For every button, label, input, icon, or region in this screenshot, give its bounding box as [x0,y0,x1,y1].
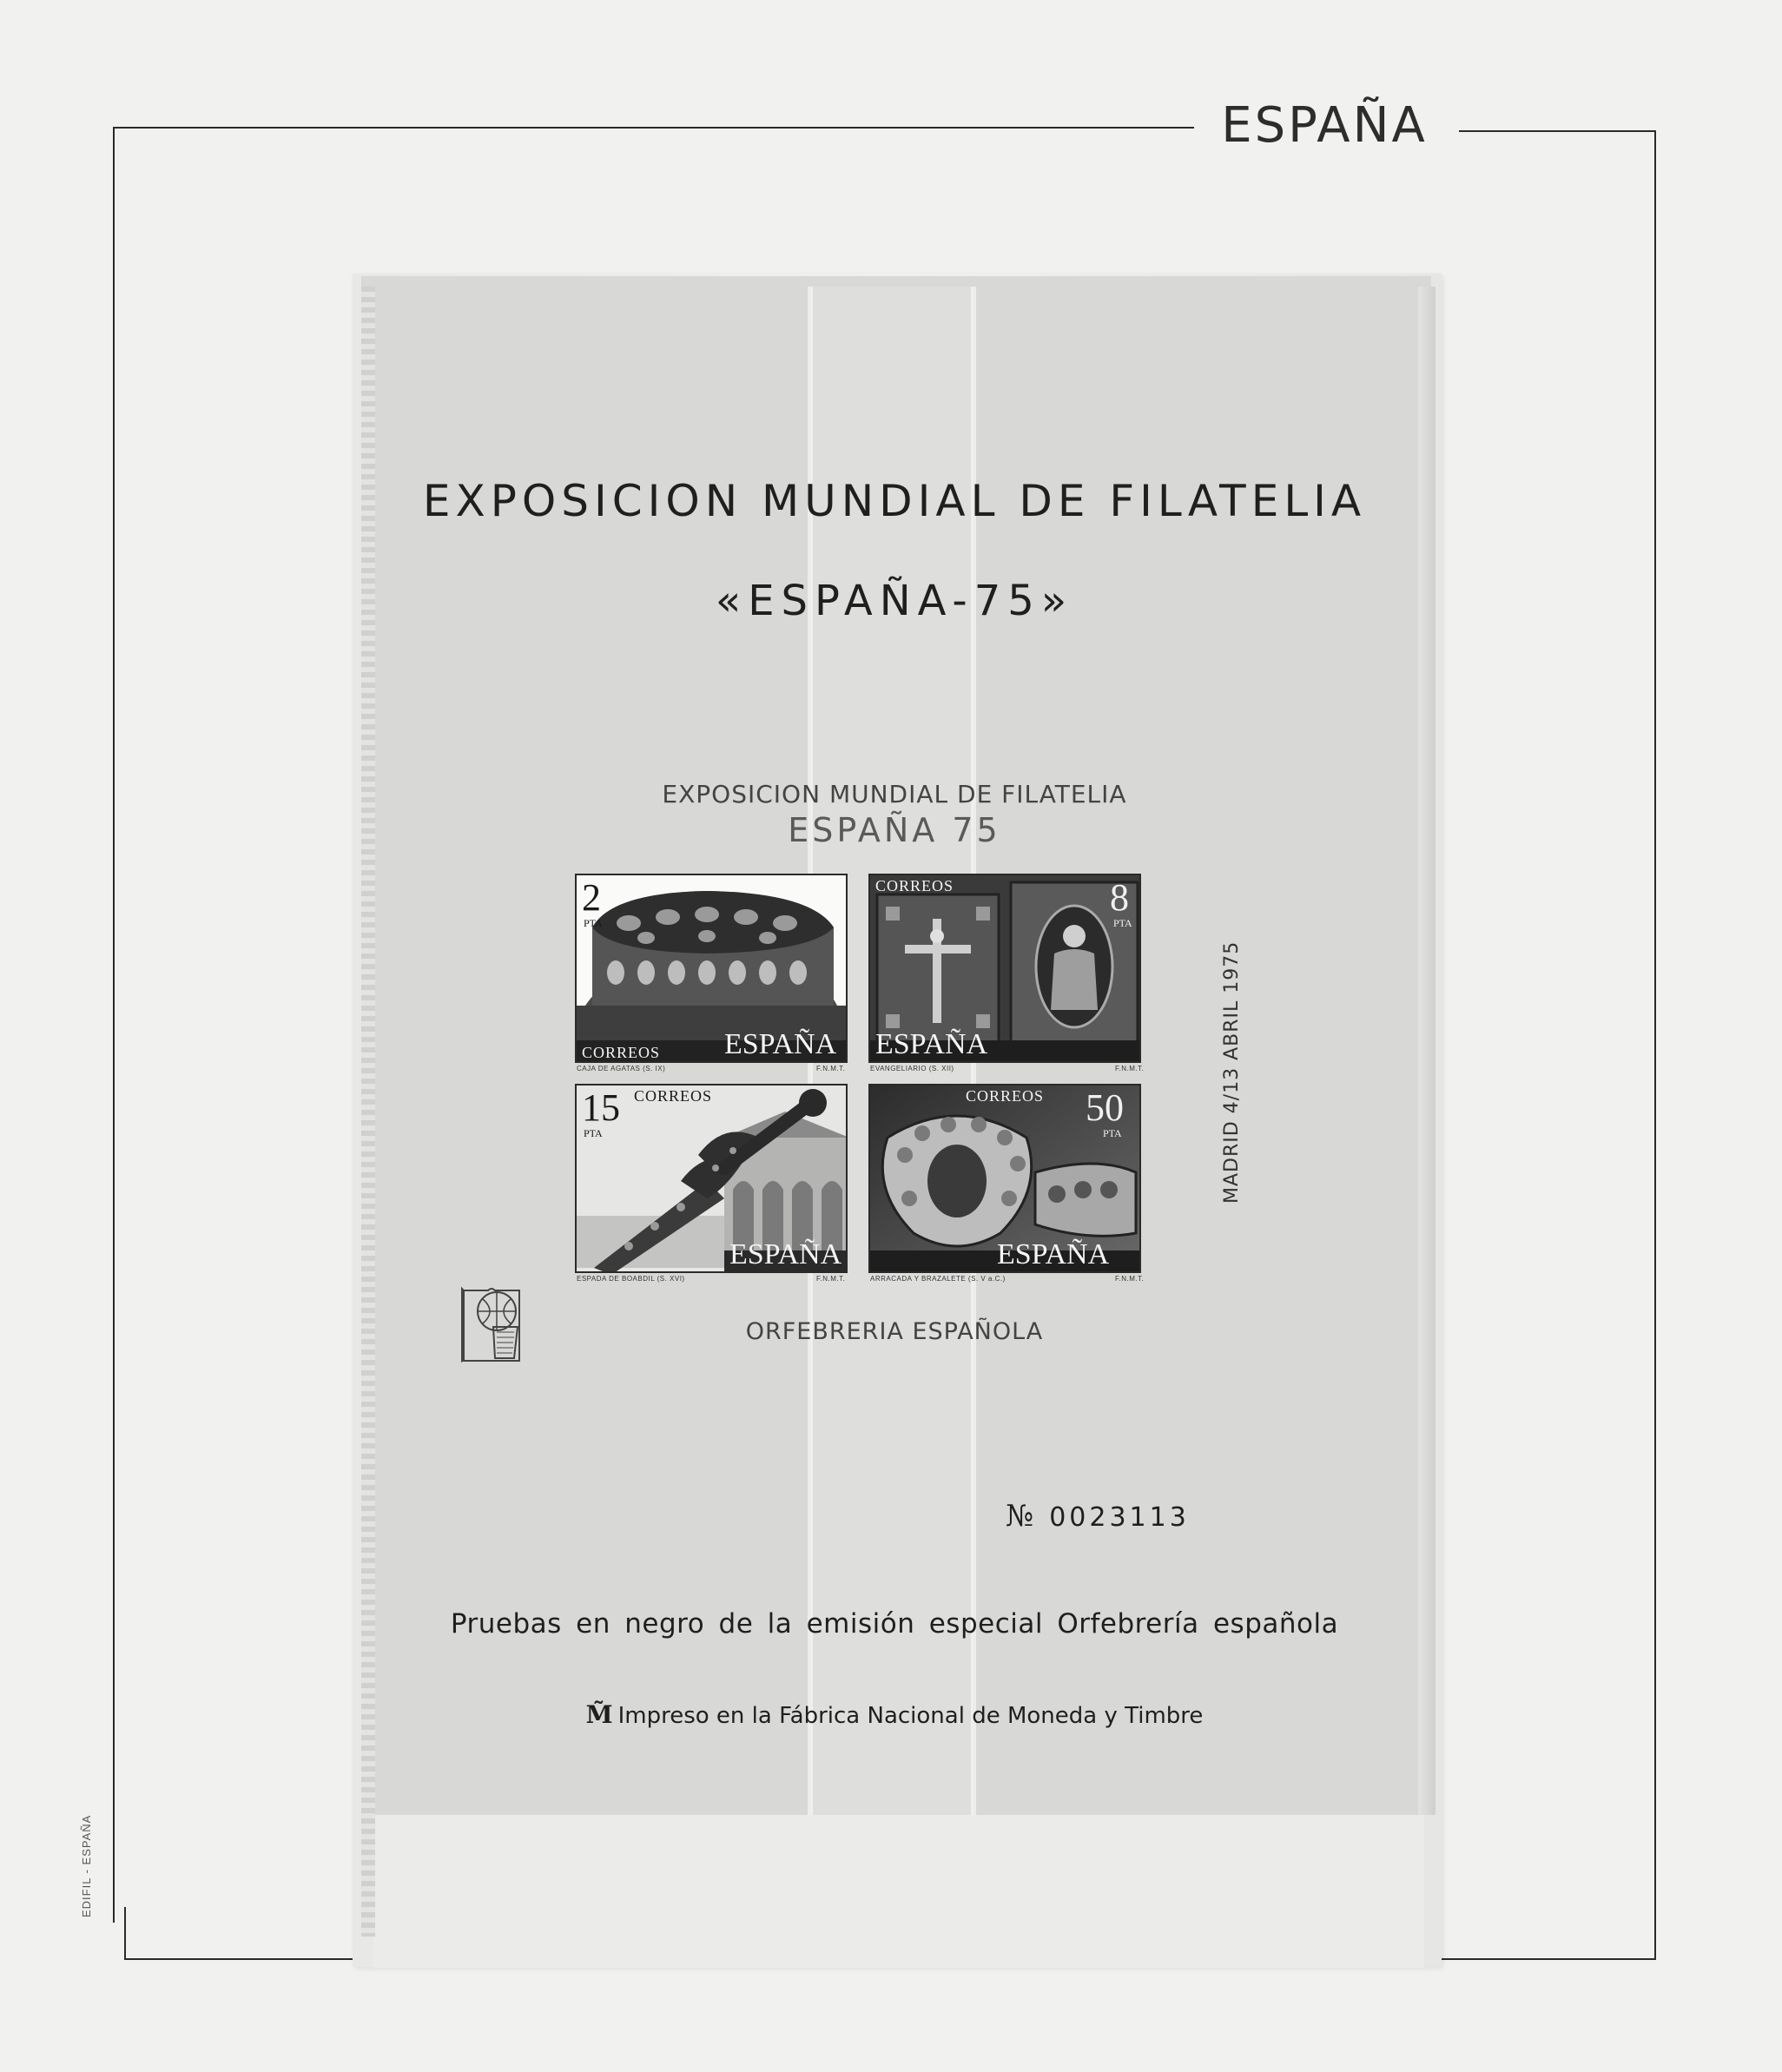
stamp-value: 50 [1086,1086,1124,1129]
sheet-perforated-edge [361,287,375,1937]
stamp-unit: PTA [584,1127,603,1139]
block-subtitle: ESPAÑA 75 [788,811,1001,849]
stamp-correos: CORREOS [582,1044,661,1061]
album-header: ESPAÑA [1203,97,1446,167]
number-symbol: № [1006,1499,1034,1534]
stamp-correos: CORREOS [875,877,954,894]
stamp-unit: PTA [584,917,603,929]
exhibition-logo-icon [453,1278,531,1365]
frame-bottom-left [124,1958,376,1960]
stamp-maker: F.N.M.T. [816,1275,846,1283]
frame-right [1654,130,1656,1959]
stamp-unit: PTA [1103,1127,1122,1139]
stamp-maker: F.N.M.T. [1115,1275,1145,1283]
frame-top-left [113,127,1194,129]
stamp-caption: ESPADA DE BOABDIL (S. XVI) [577,1275,685,1283]
frame-left-lower [124,1907,126,1959]
stamp-country: ESPAÑA [729,1238,842,1270]
fnmt-mark-icon: M̃ [585,1700,613,1729]
stamp-unit: PTA [1113,917,1132,929]
stamp-maker: F.N.M.T. [816,1065,846,1072]
album-footer: EDIFIL - ESPAÑA [80,1814,93,1917]
frame-bottom-right [1424,1958,1656,1960]
stamp-value: 15 [582,1086,620,1129]
proof-description: Pruebas en negro de la emisión especial Orfebrería española [450,1608,1339,1640]
sheet-serial-number [1006,1499,1190,1534]
frame-left [113,127,115,1923]
stamp-caption: ARRACADA Y BRAZALETE (S. V a.C.) [870,1275,1006,1283]
stamp-value: 8 [1110,876,1129,919]
stamp-correos: CORREOS [634,1087,713,1105]
printer-line [365,1700,1424,1729]
frame-top-right [1459,130,1654,132]
stamp-value: 2 [582,876,601,919]
stamp-2-pta [575,874,848,1063]
stamp-country: ESPAÑA [875,1028,988,1060]
mount-bottom-strip [373,1806,1424,1968]
stamp-country: ESPAÑA [997,1238,1110,1270]
stamp-country: ESPAÑA [724,1028,837,1060]
stamp-caption: EVANGELIARIO (S. XII) [870,1065,954,1072]
exhibition-date: MADRID 4/13 ABRIL 1975 [1221,940,1243,1204]
stamp-15-pta [575,1084,848,1273]
stamp-correos: CORREOS [966,1087,1045,1105]
stamp-maker: F.N.M.T. [1115,1065,1145,1072]
stamp-8-pta [868,874,1141,1063]
stamp-50-pta [868,1084,1141,1273]
sheet-title: EXPOSICION MUNDIAL DE FILATELIA [422,476,1367,526]
sheet-title-event: «ESPAÑA-75» [715,577,1074,625]
printer-text: Impreso en la Fábrica Nacional de Moneda y Timbre [617,1703,1204,1729]
stamp-caption: CAJA DE AGATAS (S. IX) [577,1065,666,1072]
serial-value: 0023113 [1049,1502,1190,1533]
block-title: EXPOSICION MUNDIAL DE FILATELIA [662,780,1127,808]
sheet-theme: ORFEBRERIA ESPAÑOLA [745,1318,1044,1345]
